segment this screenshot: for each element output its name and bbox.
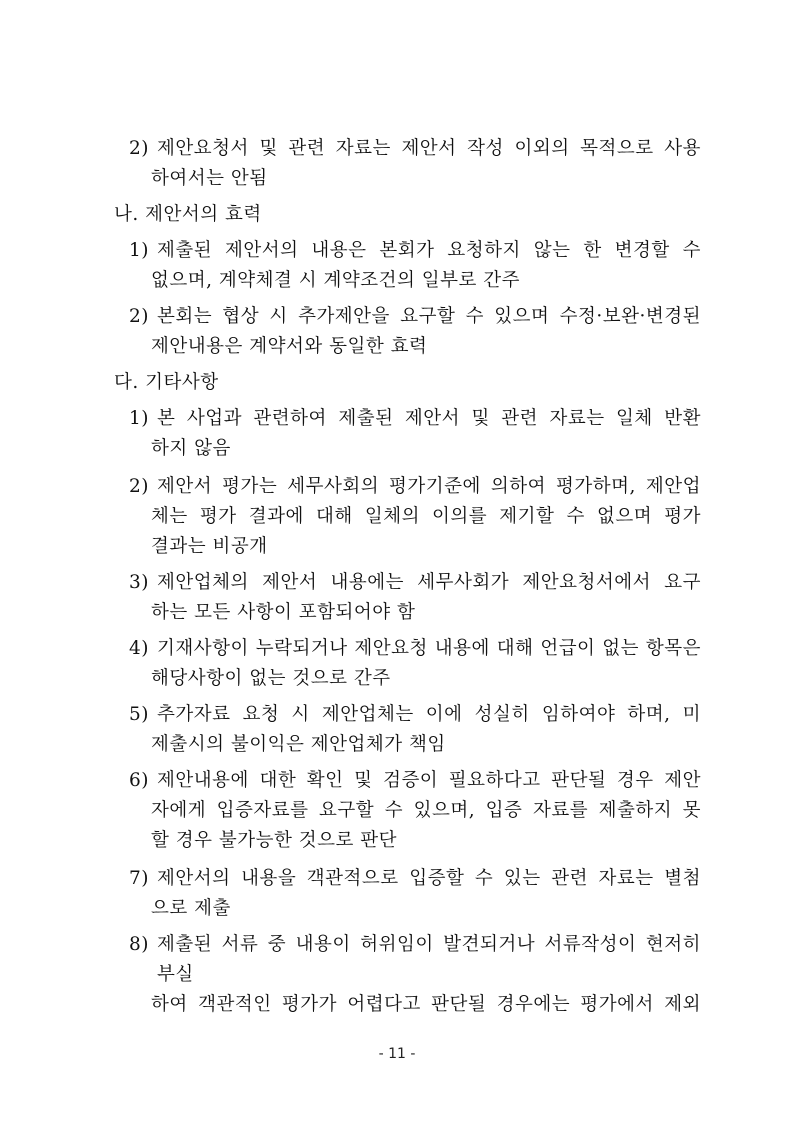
item-line: 제출된 제안서의 내용은 본회가 요청하지 않는 한 변경할 수	[157, 240, 701, 261]
item-line: 추가자료 요청 시 제안업체는 이에 성실히 임하여야 하며, 미	[157, 704, 701, 725]
item-line: 할 경우 불가능한 것으로 판단	[151, 830, 397, 851]
item-line: 제출시의 불이익은 제안업체가 책임	[151, 734, 446, 755]
item-line: 하여서는 안됨	[151, 168, 268, 189]
item-marker: 1)	[129, 240, 149, 261]
item-line: 제안내용에 대한 확인 및 검증이 필요하다고 판단될 경우 제안	[157, 770, 701, 791]
list-item	[129, 634, 701, 694]
item-marker: 8)	[129, 934, 149, 955]
item-marker: 1)	[129, 408, 149, 429]
section-heading: 다. 기타사항	[114, 372, 219, 393]
item-line: 제안내용은 계약서와 동일한 효력	[151, 336, 428, 357]
item-line: 기재사항이 누락되거나 제안요청 내용에 대해 언급이 없는 항목은	[157, 638, 701, 659]
list-item	[129, 766, 701, 856]
item-marker: 6)	[129, 770, 149, 791]
list-item	[129, 864, 701, 924]
item-marker: 5)	[129, 704, 149, 725]
item-line: 제안서의 내용을 객관적으로 입증할 수 있는 관련 자료는 별첨	[157, 868, 701, 889]
item-line: 체는 평가 결과에 대해 일체의 이의를 제기할 수 없으며 평가	[151, 506, 701, 527]
list-item	[129, 472, 701, 562]
list-item	[129, 930, 701, 1020]
list-item	[129, 404, 701, 464]
item-line: 본 사업과 관련하여 제출된 제안서 및 관련 자료는 일체 반환	[157, 408, 701, 429]
list-item	[129, 134, 701, 194]
item-line: 결과는 비공개	[151, 536, 268, 557]
item-marker: 2)	[129, 306, 149, 327]
page-number: - 11 -	[378, 1046, 416, 1062]
item-line: 하는 모든 사항이 포함되어야 함	[151, 602, 416, 623]
item-marker: 3)	[129, 572, 149, 593]
item-line: 하지 않음	[151, 438, 231, 459]
list-item	[129, 700, 701, 760]
item-line: 본회는 협상 시 추가제안을 요구할 수 있으며 수정·보완·변경된	[157, 306, 701, 327]
item-marker: 4)	[129, 638, 149, 659]
list-item	[129, 568, 701, 628]
item-line: 해당사항이 없는 것으로 간주	[151, 668, 391, 689]
item-line: 제출된 서류 중 내용이 허위임이 발견되거나 서류작성이 현저히 부실	[157, 934, 701, 985]
section-heading: 나. 제안서의 효력	[114, 204, 262, 225]
item-line: 없으며, 계약체결 시 계약조건의 일부로 간주	[151, 270, 520, 291]
list-item	[129, 302, 701, 362]
item-marker: 2)	[129, 476, 149, 497]
item-line: 제안요청서 및 관련 자료는 제안서 작성 이외의 목적으로 사용	[157, 138, 701, 159]
item-line: 제안업체의 제안서 내용에는 세무사회가 제안요청서에서 요구	[157, 572, 701, 593]
item-line: 제안서 평가는 세무사회의 평가기준에 의하여 평가하며, 제안업	[157, 476, 701, 497]
list-item	[129, 236, 701, 296]
item-line: 자에게 입증자료를 요구할 수 있으며, 입증 자료를 제출하지 못	[151, 800, 701, 821]
item-marker: 7)	[129, 868, 149, 889]
item-line: 하여 객관적인 평가가 어렵다고 판단될 경우에는 평가에서 제외	[151, 994, 701, 1015]
item-line: 으로 제출	[151, 898, 231, 919]
item-marker: 2)	[129, 138, 149, 159]
